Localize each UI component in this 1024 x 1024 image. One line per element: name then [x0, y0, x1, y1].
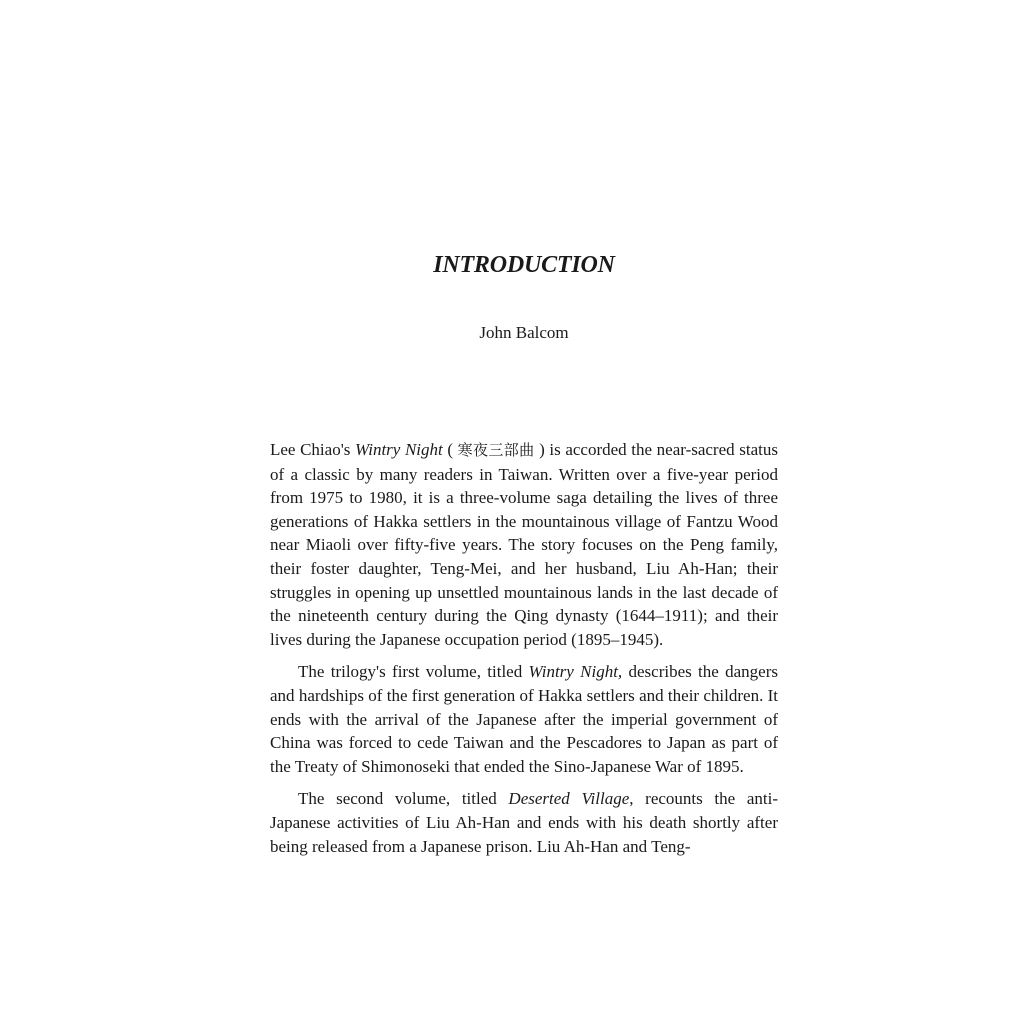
- book-title-first-volume: Wintry Night,: [528, 662, 623, 682]
- book-title-deserted-village: Deserted Village: [508, 789, 630, 809]
- paragraph-1-text-c: ) is accorded the near-sacred status of a classic by many readers in Taiwan. Written over a five-year period from 1975 to 1980, it is a three-volume saga detailing the lives of three generations of Hakka settlers in the mountainous village of Fantzu Wood near Miaoli over fifty-five years. The story focuses on the Peng family, their foster daughter, Teng-Mei, and her husband, Liu Ah-Han; their struggles in opening up unsettled mountainous lands in the last decade of the nineteenth century during the Qing dynasty (1644–1911); and their lives during the Japanese occupation period (1895–1945).: [270, 440, 778, 649]
- body-text: [270, 438, 778, 867]
- paragraph-1-text-a: Lee Chiao's: [270, 440, 355, 459]
- paragraph-1: [270, 438, 778, 651]
- paragraph-3-text-b: , recounts the anti-Japanese activities of Liu Ah-Han and ends with his death shortly after being released from a Japanese prison. Liu Ah-Han and Teng-: [270, 789, 778, 856]
- paragraph-3: [270, 787, 778, 858]
- paragraph-3-text-a: The second volume, titled: [298, 789, 509, 809]
- paragraph-2: [270, 660, 778, 778]
- paragraph-2-text-b: describes the dangers and hardships of the first generation of Hakka settlers and their children. It ends with the arrival of the Japanese after the imperial government of China was forced to cede Taiwan and the Pescadores to Japan as part of the Treaty of Shimonoseki that ended the Sino-Japanese War of 1895.: [270, 662, 778, 776]
- paragraph-2-text-a: The trilogy's first volume, titled: [298, 662, 529, 682]
- chinese-title: 寒夜三部曲: [457, 441, 535, 459]
- book-title-wintry-night: Wintry Night: [355, 440, 443, 459]
- paragraph-1-text-b: (: [442, 440, 458, 459]
- author-name: John Balcom: [479, 323, 569, 342]
- chapter-title: INTRODUCTION: [433, 252, 615, 278]
